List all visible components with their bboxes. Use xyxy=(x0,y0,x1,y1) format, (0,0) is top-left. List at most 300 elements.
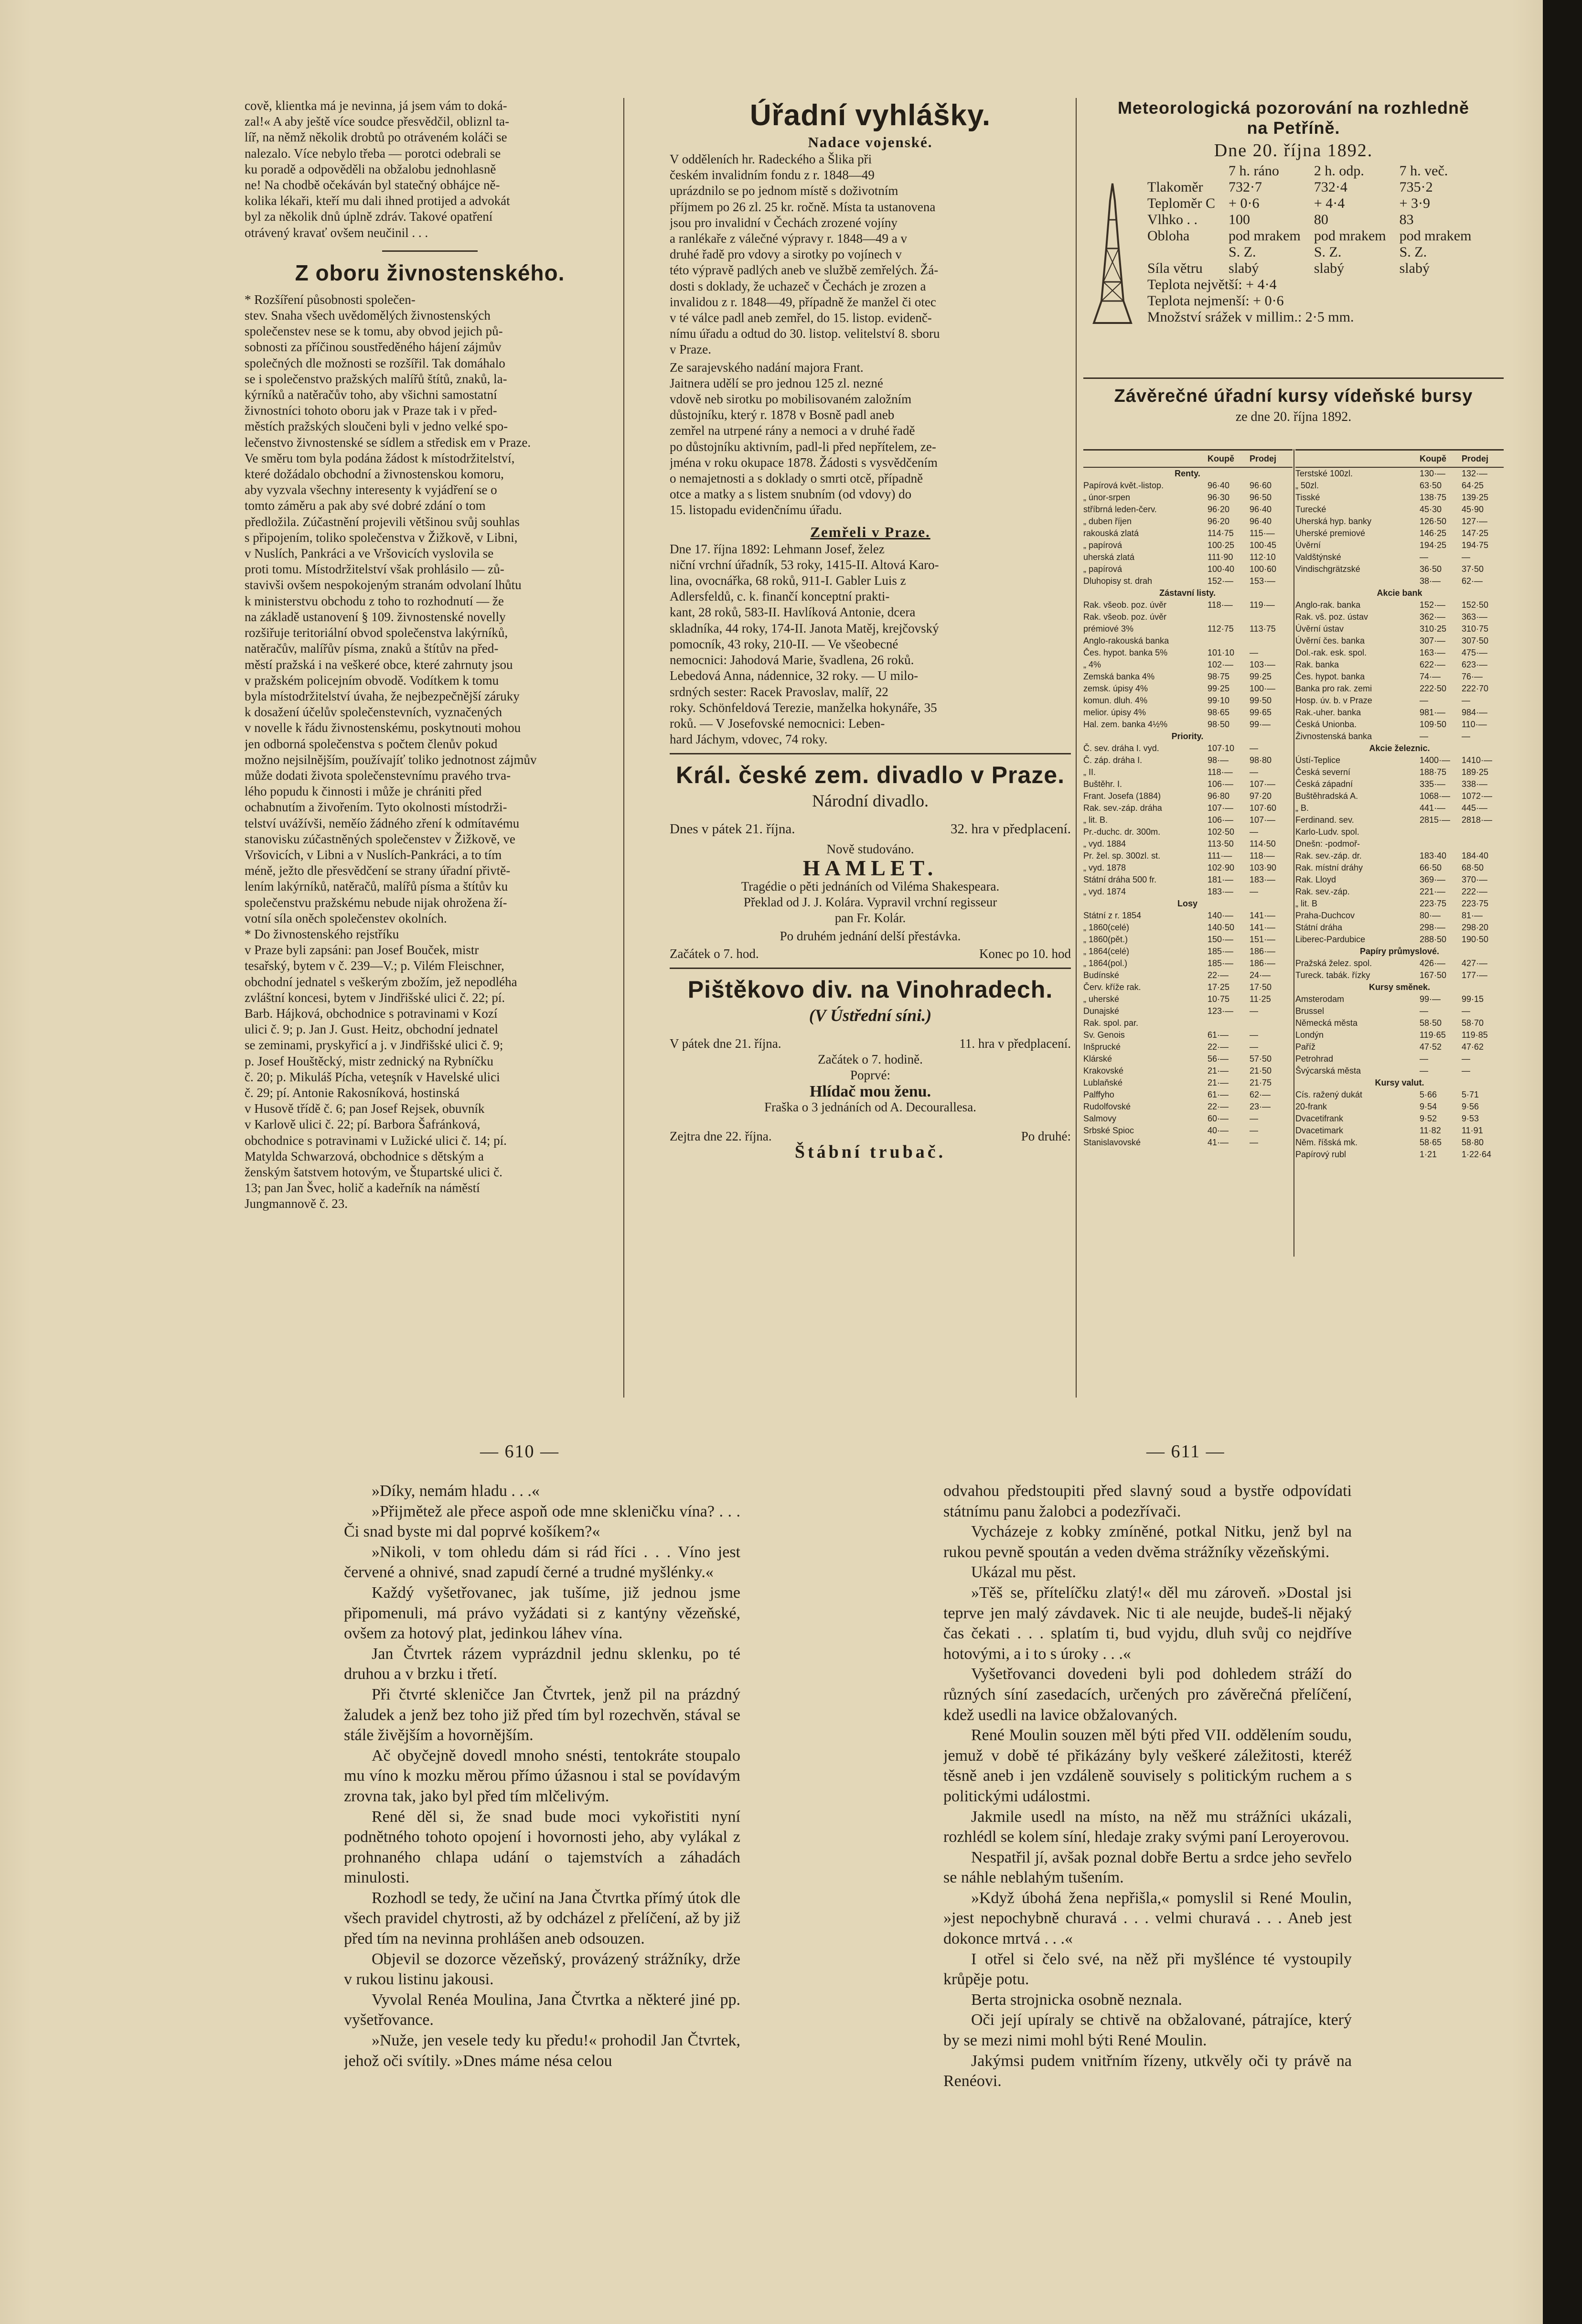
kurs-row xyxy=(1295,516,1504,527)
text-line: srdných sester: Racek Pravoslav, malíř, 22 xyxy=(670,684,888,699)
kurs-sell: 370·— xyxy=(1462,875,1488,884)
kurs-sell: 147·25 xyxy=(1462,528,1489,538)
text-line: nalezalo. Více nebylo třeba — porotci odebrali se xyxy=(245,146,501,161)
text-line: stanovisku zúčastněných společenstev v Žižkově, ve xyxy=(245,831,515,846)
text-line: otce a matky a s listem snubním (od vdovy) do xyxy=(670,487,912,502)
story-left-column xyxy=(344,1481,740,2236)
kurs-row xyxy=(1295,778,1504,790)
kurs-name: Stanislavovské xyxy=(1083,1138,1141,1147)
kurs-row xyxy=(1295,826,1504,838)
kurs-sell: 186·— xyxy=(1250,947,1276,956)
kurs-row xyxy=(1083,1077,1293,1089)
kurs-name: Amsterodam xyxy=(1295,994,1345,1004)
kurs-buy: 47·52 xyxy=(1420,1042,1442,1052)
kurs-sell: 186·— xyxy=(1250,958,1276,968)
kurs-name: zemsk. úpisy 4% xyxy=(1083,684,1148,693)
kurs-name: rakouská zlatá xyxy=(1083,528,1139,538)
kurs-group-heading xyxy=(1295,587,1504,599)
kurs-buy: 194·25 xyxy=(1420,540,1447,550)
kurs-buy: 17·25 xyxy=(1208,982,1230,992)
text-line: otrávený kravať ovšem neučinil . . . xyxy=(245,225,428,240)
kurs-buy: 298·— xyxy=(1420,923,1446,932)
kurs-name: Brussel xyxy=(1295,1006,1325,1016)
kurs-sell: — xyxy=(1462,1066,1470,1076)
column-rule xyxy=(623,98,624,1398)
kurs-name: „ duben říjen xyxy=(1083,516,1132,526)
kurs-row xyxy=(1083,1137,1293,1149)
kurs-sell: 96·40 xyxy=(1250,516,1272,526)
text-line: proti tomu. Místodržitelství však prohlásilo — zů- xyxy=(245,562,504,577)
story-paragraph: Oči její upíraly se chtivě na obžalované, pátrajíce, který by se mezi nimi mohl býti René Moulin. xyxy=(943,2011,1352,2050)
story-paragraph: Vyvolal Renéa Moulina, Jana Čtvrtka a některé jiné pp. vyšetřovance. xyxy=(344,1990,740,2029)
kurs-buy: 107·10 xyxy=(1208,743,1235,753)
kurs-buy: 99·— xyxy=(1420,994,1441,1004)
text-line: * Rozšíření působnosti společen- xyxy=(245,292,416,307)
story-paragraph: Nespatřil jí, avšak poznal dobře Bertu a srdce jeho sevřelo se náhle neblahým tušením. xyxy=(943,1848,1352,1887)
theatre-play: HAMLET. xyxy=(802,855,938,880)
kurs-sell: 984·— xyxy=(1462,708,1488,717)
text-line: natěračův, malířův písma, znaků a štítův na před- xyxy=(245,641,499,656)
kurs-sell: 58·70 xyxy=(1462,1018,1484,1028)
story-paragraph: Jan Čtvrtek rázem vyprázdnil jednu sklenku, po té druhou a v brzku i třetí. xyxy=(344,1645,740,1683)
kurs-row xyxy=(1083,492,1293,504)
kurs-name: stříbrná leden-červ. xyxy=(1083,505,1157,514)
kurs-sell: 2818·— xyxy=(1462,815,1493,825)
article-zemreli xyxy=(670,541,1071,748)
text-line: aby vyzvala všechny interesenty k vyjádření se o xyxy=(245,483,497,497)
kurs-sell: 152·50 xyxy=(1462,600,1489,610)
kurs-row xyxy=(1083,934,1293,946)
kurs-buy: 118·— xyxy=(1208,600,1233,610)
kurs-sell: 1410·— xyxy=(1462,755,1493,765)
kurs-name: Rak. místní dráhy xyxy=(1295,863,1363,872)
text-line: roky. Schönfeldová Terezie, manželka hokynáře, 35 xyxy=(670,700,937,715)
kurs-sell: 338·— xyxy=(1462,779,1488,789)
kurs-name: Tisské xyxy=(1295,493,1320,502)
theatre2-play-row xyxy=(670,1067,1071,1099)
text-line: Ve směru tom byla podána žádost k místodržitelství, xyxy=(245,451,515,465)
theatre-perf: 32. hra v předplacení. xyxy=(950,821,1071,837)
kurs-row xyxy=(1295,922,1504,934)
kurs-name: Rak. všeob. poz. úvěr xyxy=(1083,600,1167,610)
kurs-name: Anglo-rakouská banka xyxy=(1083,636,1169,646)
kurs-name: Pr. žel. sp. 300zl. st. xyxy=(1083,851,1161,861)
kurs-buy: 56·— xyxy=(1208,1054,1229,1064)
kurs-name: „ vyd. 1878 xyxy=(1083,863,1126,872)
theatre2-play2: Štábní trubač. xyxy=(794,1142,946,1162)
kurs-group-label: Losy xyxy=(1177,899,1197,908)
kurs-group-heading xyxy=(1295,946,1504,958)
kurs-buy: 102·50 xyxy=(1208,827,1235,837)
theatre2-play: Hlídač mou ženu. xyxy=(809,1082,931,1100)
kurs-name: Dnešn: -podmoř- xyxy=(1295,839,1360,849)
kurs-table-left xyxy=(1083,449,1293,1149)
kurs-name: melior. úpisy 4% xyxy=(1083,708,1146,717)
theatre-nowly: Nově studováno. xyxy=(826,841,914,856)
kurs-name: Praha-Duchcov xyxy=(1295,911,1355,920)
kurs-buy: 119·65 xyxy=(1420,1030,1446,1040)
kurs-row xyxy=(1295,468,1504,480)
kurs-buy: 61·— xyxy=(1208,1030,1229,1040)
text-line: stev. Snaha všech uvědomělých živnostenských xyxy=(245,308,491,323)
kurs-buy: 113·50 xyxy=(1208,839,1234,849)
kurs-buy: 58·50 xyxy=(1420,1018,1442,1028)
story-paragraph: Jakmile usedl na místo, na něž mu strážníci ukázali, rozhlédl se kolem síní, hledaje zraky svými paní Leroyerovou. xyxy=(943,1808,1352,1846)
subheading-zemreli: Zemřeli v Praze. xyxy=(810,523,930,540)
meteo-col-header: 2 h. odp. xyxy=(1314,163,1364,179)
kurs-group-label: Priority. xyxy=(1171,732,1204,741)
kurs-name: Tureck. tabák. řízky xyxy=(1295,970,1370,980)
kurs-row xyxy=(1295,790,1504,802)
kurs-name: Úvěrní xyxy=(1295,540,1321,550)
kurs-sell: 310·75 xyxy=(1462,624,1489,634)
page-number-611: — 611 — xyxy=(1146,1442,1225,1462)
story-paragraph: Vycházeje z kobky zmíněné, potkal Nitku, jenž byl na rukou pevně spoután a veden dvěma strážníky vězeňskými. xyxy=(943,1523,1352,1561)
theatre-desc-1: Tragédie o pěti jednáních od Viléma Shakespeara. xyxy=(741,879,1000,893)
kurs-name: Ferdinand. sev. xyxy=(1295,815,1354,825)
kurs-row xyxy=(1295,623,1504,635)
kurs-buy: — xyxy=(1420,696,1428,705)
kurs-row xyxy=(1083,754,1293,766)
kurs-name: Dunajské xyxy=(1083,1006,1120,1016)
kurs-sell: — xyxy=(1462,1054,1470,1064)
kurs-buy: 36·50 xyxy=(1420,564,1442,574)
kurs-row xyxy=(1295,683,1504,695)
kurs-sell: 76·— xyxy=(1462,672,1483,681)
kurs-row xyxy=(1083,647,1293,659)
kurs-row xyxy=(1295,934,1504,946)
kurs-buy: 152·— xyxy=(1208,576,1234,586)
text-line: předložila. Zúčastnění projevili většinou svůj souhlas xyxy=(245,514,520,529)
kurs-row xyxy=(1083,802,1293,814)
kurs-row xyxy=(1295,1089,1504,1101)
kurs-group-label: Papíry průmyslové. xyxy=(1359,947,1440,956)
kurs-name: Salmovy xyxy=(1083,1114,1117,1123)
story-paragraph: Jakýmsi pudem vnitřním řízeny, utkvěly oči ty právě na Renéovi. xyxy=(943,2052,1352,2090)
kurs-name: Papírová květ.-listop. xyxy=(1083,481,1164,490)
kurs-buy: 66·50 xyxy=(1420,863,1442,872)
kurs-name: Státní dráha 500 fr. xyxy=(1083,875,1157,884)
kurs-sell: 114·50 xyxy=(1250,839,1276,849)
kurs-row xyxy=(1295,480,1504,492)
kurs-row xyxy=(1295,969,1504,981)
text-line: kýrníků a natěračův toho, aby všichni samostatní xyxy=(245,387,497,402)
kurs-row xyxy=(1083,850,1293,862)
text-line: byla místodržitelství úvaha, že nejbezpečnější záruky xyxy=(245,689,520,703)
kurs-name: prémiové 3% xyxy=(1083,624,1134,634)
kurs-name: Č. sev. dráha I. vyd. xyxy=(1083,743,1159,753)
theatre-desc-3: pan Fr. Kolár. xyxy=(834,911,906,925)
kurs-name: Sv. Genois xyxy=(1083,1030,1125,1040)
text-line: této výpravě padlých aneb ve službě zemřelých. Žá- xyxy=(670,263,939,278)
kurs-sell: 151·— xyxy=(1250,935,1276,944)
kurs-group-heading xyxy=(1295,981,1504,993)
meteo-cell: slabý xyxy=(1399,260,1430,276)
kurs-buy: 140·50 xyxy=(1208,923,1235,932)
kurs-row xyxy=(1295,910,1504,922)
column-rule xyxy=(1076,98,1077,1398)
theatre-title-narodni: Král. české zem. divadlo v Praze. xyxy=(676,762,1065,789)
kurs-buy: 99·10 xyxy=(1208,696,1230,705)
kurs-name: Červ. kříže rak. xyxy=(1083,982,1141,992)
kurs-buy: 98·65 xyxy=(1208,708,1230,717)
kurs-sell: 9·53 xyxy=(1462,1114,1479,1123)
kurs-name: Živnostenská banka xyxy=(1295,732,1372,741)
text-line: kant, 28 roků, 583-II. Havlíková Antonie, dcera xyxy=(670,605,916,620)
text-line: v Praze byli zapsáni: pan Josef Bouček, mistr xyxy=(245,943,479,958)
kurs-row xyxy=(1083,695,1293,707)
kurs-sell: — xyxy=(1250,1030,1258,1040)
text-line: v Karlově ulici č. 22; pí. Barbora Šafránková, xyxy=(245,1117,481,1132)
kurs-row xyxy=(1083,1065,1293,1077)
meteo-cell: pod mrakem xyxy=(1314,228,1386,244)
kurs-name: Buštěhr. I. xyxy=(1083,779,1122,789)
text-line: V odděleních hr. Radeckého a Šlika při xyxy=(670,152,872,166)
text-line: 15. listopadu evidenčnímu úřadu. xyxy=(670,503,842,517)
text-line: v Nuslích, Pankráci a ve Vršovicích vyslovila se xyxy=(245,546,494,561)
kurs-buy: 41·— xyxy=(1208,1138,1229,1147)
kurs-name: Rudolfovské xyxy=(1083,1102,1131,1111)
kurs-buy: 61·— xyxy=(1208,1090,1229,1099)
kurs-sell: 141·— xyxy=(1250,923,1276,932)
kurs-sell: — xyxy=(1250,767,1258,777)
kurs-row xyxy=(1083,683,1293,695)
kurs-name: Rak. sev.-záp. xyxy=(1295,887,1350,896)
text-line: důstojníku, který r. 1878 v Bosně padl aneb xyxy=(670,408,895,422)
story-paragraph: odvahou předstoupiti před slavný soud a bystře odpovídati státnímu panu žalobci a podezřívači. xyxy=(943,1482,1352,1520)
kurs-sell: 99·15 xyxy=(1462,994,1484,1004)
kurs-name: Dvacetimark xyxy=(1295,1126,1344,1135)
column-left xyxy=(245,98,615,1417)
text-line: ulici č. 9; p. Jan J. Gust. Heitz, obchodní jednatel xyxy=(245,1022,498,1037)
kurs-name: 20-frank xyxy=(1295,1102,1327,1111)
meteo-cell: Obloha xyxy=(1147,228,1190,244)
kurs-row xyxy=(1295,1149,1504,1161)
kurs-row xyxy=(1083,480,1293,492)
meteo-col-header: 7 h. več. xyxy=(1399,163,1448,179)
kurs-sell: 100·— xyxy=(1250,684,1276,693)
kurs-name: Státní dráha xyxy=(1295,923,1343,932)
story-paragraph: René Moulin souzen měl býti před VII. oddělením soudu, jemuž v době té přikázány byly veškeré záležitosti, kteréž těsně aneb i jen vzdáleně souvisely s politickým ruchem a s politickými událostmi. xyxy=(943,1726,1352,1805)
story-paragraph: Vyšetřovanci dovedeni byli pod dohledem stráží do různých síní zasedacích, určených pro závěrečná přelíčení, kdež usedli na lavice obžalovaných. xyxy=(943,1665,1352,1724)
kurs-sell: 24·— xyxy=(1250,970,1271,980)
theatre2-date-row xyxy=(670,1036,1071,1052)
kurs-row xyxy=(1295,539,1504,551)
meteo-extra-3: Množství srážek v millim.: 2·5 mm. xyxy=(1147,309,1354,325)
kurs-buy: 130·— xyxy=(1420,469,1446,478)
meteo-extra-1: Teplota největší: + 4·4 xyxy=(1147,277,1277,292)
kurs-name: Česká západní xyxy=(1295,779,1353,789)
kurs-row xyxy=(1083,599,1293,611)
kurs-row xyxy=(1083,527,1293,539)
kurs-name: Česká severní xyxy=(1295,767,1351,777)
kurs-row xyxy=(1083,874,1293,886)
kurs-buy: 106·— xyxy=(1208,779,1234,789)
kurs-buy: 45·30 xyxy=(1420,505,1442,514)
meteo-col-header: 7 h. ráno xyxy=(1229,163,1279,179)
kurs-buy: 109·50 xyxy=(1420,720,1447,729)
kurs-name: Karlo-Ludv. spol. xyxy=(1295,827,1359,837)
kurs-sell: 141·— xyxy=(1250,911,1276,920)
kurs-buy: 183·— xyxy=(1208,887,1234,896)
theatre-time-row xyxy=(670,946,1071,962)
kurs-group-heading xyxy=(1083,468,1293,480)
kurs-buy: 102·90 xyxy=(1208,863,1235,872)
kurs-sell: 475·— xyxy=(1462,648,1488,657)
kurs-row xyxy=(1295,1137,1504,1149)
kurs-name: „ lit. B xyxy=(1295,899,1318,908)
kurs-sell: 427·— xyxy=(1462,958,1488,968)
kurs-row xyxy=(1083,826,1293,838)
text-line: roků. — V Josefovské nemocnici: Leben- xyxy=(670,716,885,731)
kurs-buy: — xyxy=(1420,732,1428,741)
kurs-name: uherská zlatá xyxy=(1083,552,1135,562)
kurs-sell: 21·75 xyxy=(1250,1078,1272,1087)
kurs-buy: 163·— xyxy=(1420,648,1446,657)
kurs-buy: 96·80 xyxy=(1208,791,1230,801)
kurs-buy: 9·54 xyxy=(1420,1102,1437,1111)
kurs-header-row xyxy=(1083,449,1293,468)
text-line: lina, ovocnářka, 68 roků, 911-I. Gabler Luis z xyxy=(670,573,906,588)
kurs-name: Srbské Spioc xyxy=(1083,1126,1134,1135)
meteo-cell: 732·7 xyxy=(1229,179,1262,195)
kurs-name: Buštěhradská A. xyxy=(1295,791,1358,801)
kurs-sell: — xyxy=(1462,732,1470,741)
kurs-sell: 222·— xyxy=(1462,887,1488,896)
kurs-sell: 623·— xyxy=(1462,660,1488,669)
text-line: invalidou z r. 1848—49, případně že manžel či otec xyxy=(670,294,936,309)
kurs-header-cell: Prodej xyxy=(1250,453,1277,463)
kurs-row xyxy=(1295,492,1504,504)
kurs-sell: 21·50 xyxy=(1250,1066,1272,1076)
kurs-sell: 1072·— xyxy=(1462,791,1493,801)
kurs-row xyxy=(1295,1053,1504,1065)
kurs-row xyxy=(1295,886,1504,898)
kurs-row xyxy=(1083,671,1293,683)
kurs-name: Uherská hyp. banky xyxy=(1295,516,1372,526)
kurs-name: Banka pro rak. zemi xyxy=(1295,684,1372,693)
kurs-name: Lublaňské xyxy=(1083,1078,1123,1087)
kurs-sell: — xyxy=(1250,1042,1258,1052)
kurs-name: Rak. banka xyxy=(1295,660,1339,669)
kurs-row xyxy=(1083,766,1293,778)
kurs-row xyxy=(1083,969,1293,981)
kurs-sell: 62·— xyxy=(1250,1090,1271,1099)
kurs-row xyxy=(1295,719,1504,731)
kurs-name: Hosp. úv. b. v Praze xyxy=(1295,696,1372,705)
text-line: 13; pan Jan Švec, holič a kadeřník na náměstí xyxy=(245,1181,480,1195)
kurs-sell: 58·80 xyxy=(1462,1138,1484,1147)
kurs-row xyxy=(1083,575,1293,587)
article-rejstrik xyxy=(245,926,615,1212)
kurs-name: Dol.-rak. esk. spol. xyxy=(1295,648,1367,657)
intro-text xyxy=(245,98,615,241)
kurs-sell: 113·75 xyxy=(1250,624,1276,634)
kurs-buy: 123·— xyxy=(1208,1006,1234,1016)
kurs-sell: 5·71 xyxy=(1462,1090,1479,1099)
kurs-row xyxy=(1295,1017,1504,1029)
text-line: zemřel na utrpené rány a nemoci a v druhé řadě xyxy=(670,423,915,438)
kurs-buy: — xyxy=(1420,552,1428,562)
kurs-row xyxy=(1083,946,1293,958)
text-line: méně, ježto dle přesvědčení se strany úřadní přivtě- xyxy=(245,863,511,878)
theatre2-second: Po druhé: xyxy=(1021,1129,1071,1143)
kurs-name: Krakovské xyxy=(1083,1066,1124,1076)
kurs-name: Anglo-rak. banka xyxy=(1295,600,1361,610)
story-paragraph: »Díky, nemám hladu . . .« xyxy=(372,1482,540,1500)
meteo-date: Dne 20. října 1892. xyxy=(1214,140,1373,161)
kurs-row xyxy=(1295,695,1504,707)
theatre-desc-4: Po druhém jednání delší přestávka. xyxy=(780,928,961,943)
kurs-row xyxy=(1295,958,1504,969)
text-line: jména v roku okupace 1878. Žádosti s vysvědčením xyxy=(670,455,938,470)
text-line: Dne 17. října 1892: Lehmann Josef, želez xyxy=(670,541,885,556)
story-paragraph: Ukázal mu pěst. xyxy=(971,1563,1076,1582)
kurs-row xyxy=(1083,1101,1293,1113)
kurs-row xyxy=(1295,1041,1504,1053)
text-line: Jaitnera udělí se pro jednou 125 zl. nezné xyxy=(670,376,883,390)
kurs-name: Ústí-Teplice xyxy=(1295,755,1341,765)
text-line: vdově neb sirotku po mobilisovaném založním xyxy=(670,392,912,407)
kurs-row xyxy=(1295,838,1504,850)
kurs-sell: 62·— xyxy=(1462,576,1483,586)
kurs-sell: — xyxy=(1250,648,1258,657)
text-line: ku poradě a odpověděli na obžalobu jednohlasně xyxy=(245,161,496,176)
kurs-sell: 57·50 xyxy=(1250,1054,1272,1064)
kurs-row xyxy=(1295,1005,1504,1017)
story-paragraph: »Přijmětež ale přece aspoň ode mne skleničku vína? . . . Či snad byste mi dal poprvé košíkem?« xyxy=(344,1502,740,1541)
kurs-name: Státní z r. 1854 xyxy=(1083,911,1142,920)
kurs-sell: 37·50 xyxy=(1462,564,1484,574)
meteo-cell: + 0·6 xyxy=(1229,195,1260,211)
kurs-sell: 183·— xyxy=(1250,875,1276,884)
kurs-buy: 426·— xyxy=(1420,958,1446,968)
kurs-row xyxy=(1295,635,1504,647)
kurs-name: „ lit. B. xyxy=(1083,815,1108,825)
text-line: živnostníci tohoto oboru jak v Praze tak i v před- xyxy=(245,403,497,418)
meteo-table xyxy=(1141,163,1478,277)
article-rozsireni xyxy=(245,292,615,926)
story-paragraph: Při čtvrté skleničce Jan Čtvrtek, jenž pil na prázdný žaludek a jenž bez toho již před tím byl rozechvěn, stával se stále živějším a hovornějším. xyxy=(344,1685,740,1744)
kurs-buy: 38·— xyxy=(1420,576,1441,586)
kurs-name: Klárské xyxy=(1083,1054,1112,1064)
kurs-sell: 107·60 xyxy=(1250,803,1277,813)
kurs-row xyxy=(1295,731,1504,742)
kurs-sell: — xyxy=(1250,1006,1258,1016)
kurs-group-heading xyxy=(1295,742,1504,754)
kurs-row xyxy=(1083,1053,1293,1065)
text-line: se i společenstvo pražských malířů štítů, znaků, la- xyxy=(245,371,507,386)
kurs-name: „ únor-srpen xyxy=(1083,493,1131,502)
theatre2-start: Začátek o 7. hodině. xyxy=(818,1052,923,1067)
text-line: může dodati života společenstevnímu pravého trva- xyxy=(245,768,511,783)
kurs-name: komun. dluh. 4% xyxy=(1083,696,1148,705)
text-line: příjmem po 26 zl. 25 kr. ročně. Místa ta ustanovena xyxy=(670,199,936,214)
kurs-row xyxy=(1083,719,1293,731)
kurs-sell: 64·25 xyxy=(1462,481,1484,490)
kurs-name: Česká Unionba. xyxy=(1295,720,1357,729)
kurs-row xyxy=(1295,504,1504,516)
kurs-row xyxy=(1295,575,1504,587)
theatre-end: Konec po 10. hod xyxy=(979,946,1071,961)
text-line: pomocník, 43 roky, 210-II. — Ve všeobecné xyxy=(670,636,898,651)
text-line: skladníka, 44 roky, 174-II. Janota Matěj, krejčovský xyxy=(670,621,939,635)
kurs-row xyxy=(1295,862,1504,874)
text-line: tesařský, bytem v č. 239—V.; p. Vilém Fleischner, xyxy=(245,958,504,973)
text-line: uprázdnilo se po jednom místě s doživotním xyxy=(670,183,898,198)
text-line: obchodní jednatel s veškerým zbožím, jež nepodléha xyxy=(245,974,517,989)
story-paragraph: I otřel si čelo své, na něž při myšlénce té vystoupily krůpěje potu. xyxy=(943,1950,1352,1989)
